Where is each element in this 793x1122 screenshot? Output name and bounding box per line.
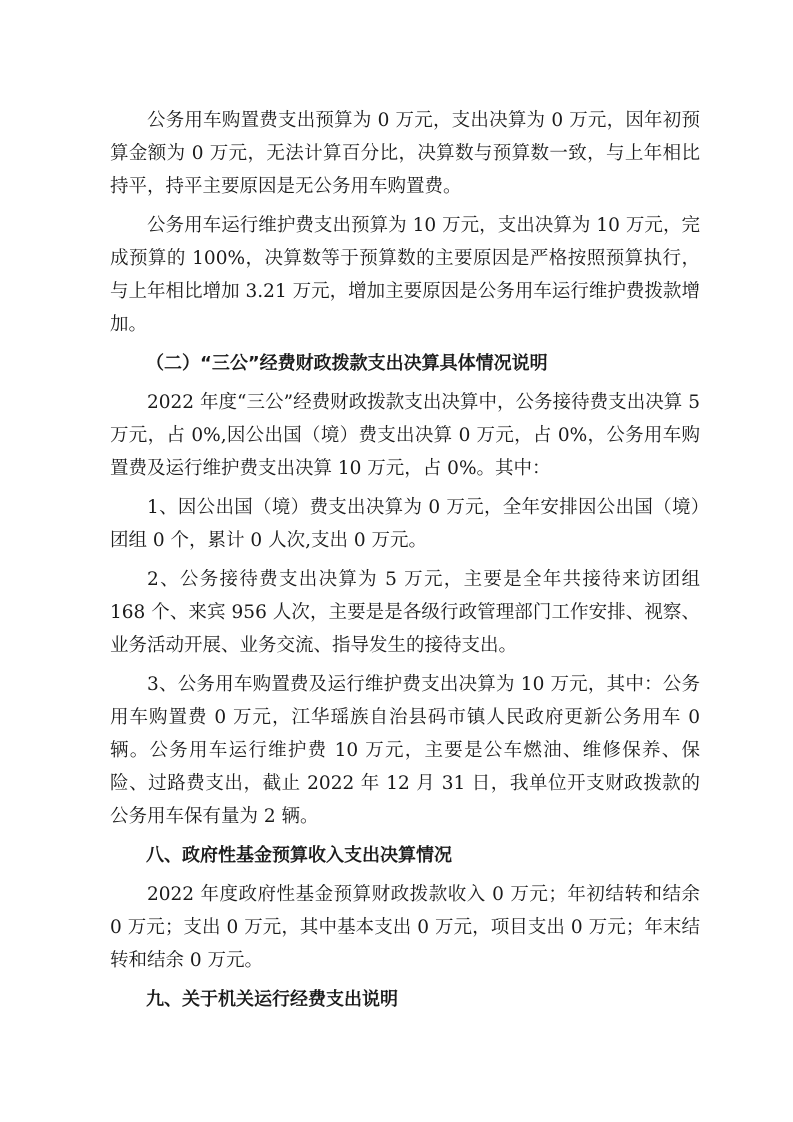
- paragraph-vehicle-details: 3、公务用车购置费及运行维护费支出决算为 10 万元，其中：公务用车购置费 0 万元，江华瑶族自治县码市镇人民政府更新公务用车 0 辆。公务用车运行维护费 10 万元，主要是公车燃油、维修保养、保险、过路费支出，截止 2022 年 12 月 31 日，我单位开支财政拨款的公务用车保有量为 2 辆。: [110, 674, 706, 827]
- paragraph-vehicle-maintenance: 公务用车运行维护费支出预算为 10 万元，支出决算为 10 万元，完成预算的 100%，决算数等于预算数的主要原因是严格按照预算执行，与上年相比增加 3.21 万元，增加主要原因是公务用车运行维护费拨款增加。: [110, 215, 700, 335]
- paragraph-government-fund: 2022 年度政府性基金预算财政拨款收入 0 万元；年初结转和结余 0 万元；支出 0 万元，其中基本支出 0 万元，项目支出 0 万元；年末结转和结余 0 万元。: [110, 884, 706, 971]
- paragraph-overseas-travel: 1、因公出国（境）费支出决算为 0 万元，全年安排因公出国（境）团组 0 个，累计 0 人次,支出 0 万元。: [110, 497, 700, 551]
- section-heading-operating-expenses: 九、关于机关运行经费支出说明: [146, 989, 398, 1010]
- document-body: [110, 104, 706, 1022]
- section-heading-three-public: （二）“三公”经费财政拨款支出决算具体情况说明: [146, 353, 548, 374]
- paragraph-three-public-summary: 2022 年度“三公”经费财政拨款支出决算中，公务接待费支出决算 5 万元，占 0%,因公出国（境）费支出决算 0 万元，占 0%，公务用车购置费及运行维护费支出决算 10 万元，占 0%。其中：: [110, 392, 706, 479]
- paragraph-reception: 2、公务接待费支出决算为 5 万元，主要是全年共接待来访团组 168 个、来宾 956 人次，主要是是各级行政管理部门工作安排、视察、业务活动开展、业务交流、指导发生的接待支出。: [110, 569, 706, 656]
- paragraph-vehicle-purchase: 公务用车购置费支出预算为 0 万元，支出决算为 0 万元，因年初预算金额为 0 万元，无法计算百分比，决算数与预算数一致，与上年相比持平，持平主要原因是无公务用车购置费。: [110, 110, 700, 197]
- section-heading-government-fund: 八、政府性基金预算收入支出决算情况: [146, 845, 452, 866]
